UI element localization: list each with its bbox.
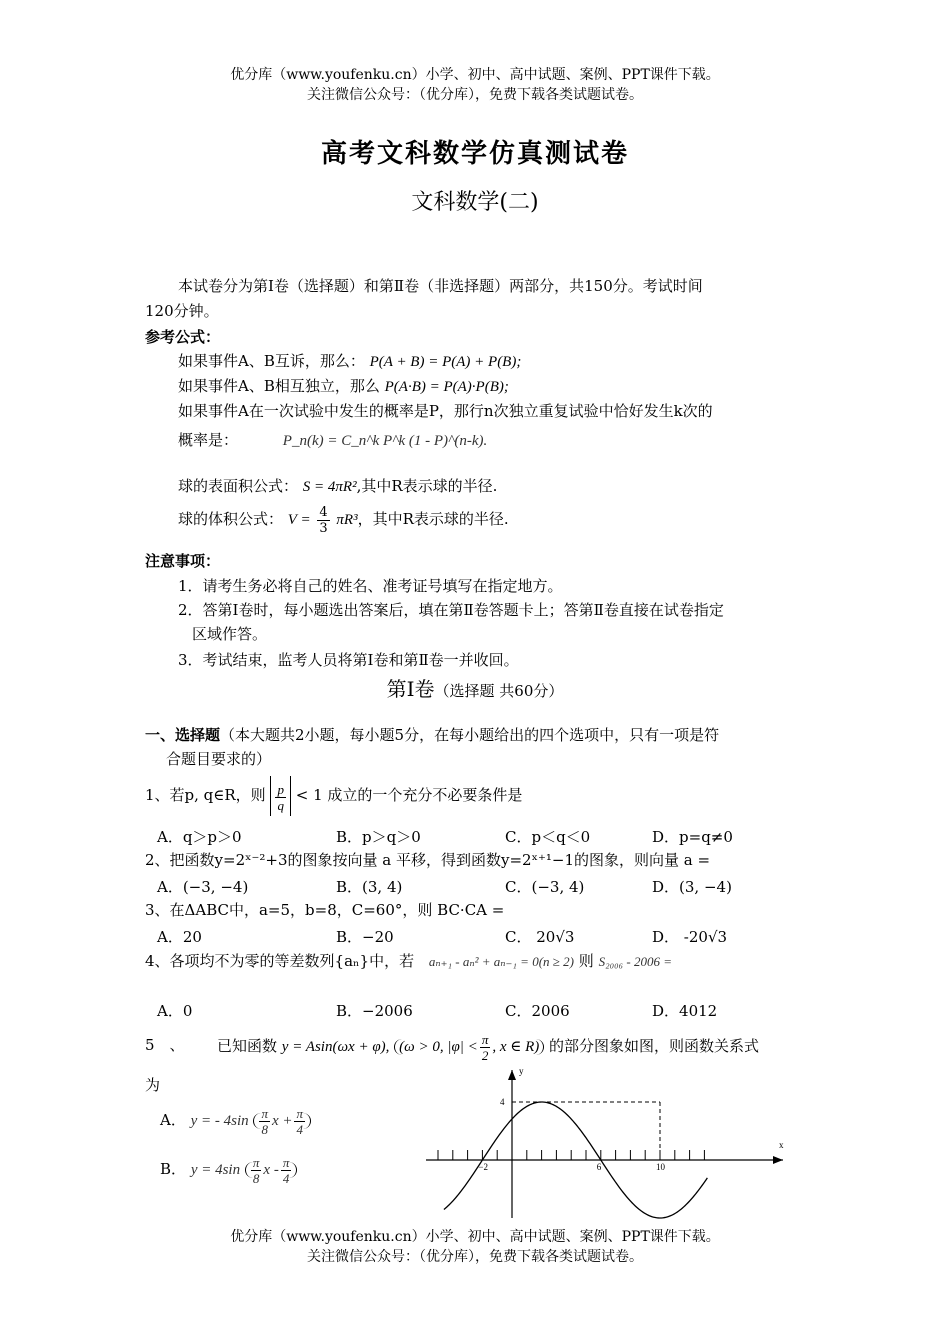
- q3-option-a: A．20: [157, 928, 202, 946]
- y-axis-arrow: [508, 1070, 516, 1080]
- q3-option-c: C． 20√3: [505, 928, 575, 946]
- q4-option-a: A．0: [157, 1002, 193, 1020]
- intro-line-2: 120分钟。: [145, 302, 219, 320]
- q3-option-b: B．−20: [336, 928, 394, 946]
- q5-condition-post: , x ∈ R): [492, 1039, 540, 1055]
- formula-5-denominator: 3: [319, 520, 328, 536]
- formula-4-math: S = 4πR²: [302, 479, 357, 495]
- q5-a-frac1-num: π: [261, 1106, 268, 1122]
- q1-prefix: 1、若p, q∈R，则: [145, 786, 266, 804]
- section-title-tail: （选择题 共60分）: [434, 682, 564, 700]
- q1-option-a: A．q＞p＞0: [157, 828, 242, 846]
- formula-4: [178, 476, 497, 497]
- part1-heading-rest: （本大题共2小题，每小题5分，在每小题给出的四个选项中，只有一项是符: [220, 726, 720, 744]
- q5-option-b-math: y = 4sin: [190, 1162, 241, 1178]
- q1-numerator: p: [277, 781, 284, 797]
- q5-a-frac2: [294, 1106, 305, 1137]
- x-tick-label: −2: [478, 1162, 488, 1172]
- formula-3-math: P_n(k) = C_n^k P^k (1 - P)^(n-k).: [282, 433, 488, 449]
- x-axis-arrow: [773, 1156, 783, 1164]
- part1-heading: [145, 725, 719, 745]
- formula-5: [178, 502, 509, 537]
- q4-option-c: C．2006: [505, 1002, 570, 1020]
- q5-condition: [394, 1032, 544, 1064]
- q4-prefix: 4、各项均不为零的等差数列{aₙ}中，若: [145, 952, 415, 970]
- q5-suffix: 的部分图象如图，则函数关系式: [549, 1037, 760, 1055]
- q5-a-frac1: [259, 1106, 270, 1137]
- page-subtitle: 文科数学(二): [411, 190, 539, 215]
- question-1: [145, 775, 522, 816]
- question-3: 3、在ΔABC中，a=5，b=8，C=60°，则 BC·CA =: [145, 901, 505, 919]
- q2-option-b: B．(3, 4): [336, 878, 403, 896]
- formula-4-text: 球的表面积公式：: [178, 477, 299, 495]
- q5-pi: π: [481, 1032, 489, 1048]
- header-line-2: 关注微信公众号：（优分库），免费下载各类试题试卷。: [307, 87, 643, 103]
- q1-denominator: q: [277, 797, 284, 813]
- part1-heading-line2: 合题目要求的）: [166, 750, 272, 768]
- q4-option-d: D．4012: [652, 1002, 718, 1020]
- formula-3: [178, 430, 487, 451]
- formula-3-text2: 概率是：: [178, 431, 239, 449]
- question-2: 2、把函数y=2ˣ⁻²+3的图象按向量 a 平移，得到函数y=2ˣ⁺¹−1的图象，则向量 a =: [145, 851, 711, 869]
- q5-option-a: [160, 1102, 311, 1139]
- q5-a-x-plus: x +: [271, 1113, 293, 1129]
- formula-5-math-pre: V =: [287, 512, 311, 528]
- footer-line-1: 优分库（www.youfenku.cn）小学、初中、高中试题、案例、PPT课件下载。: [230, 1229, 720, 1245]
- q5-b-frac2: [281, 1155, 292, 1186]
- sine-graph: [420, 1062, 795, 1222]
- q5-prefix: 已知函数: [217, 1037, 278, 1055]
- q5-option-b: [160, 1151, 297, 1188]
- x-axis-label: x: [779, 1140, 784, 1150]
- formula-5-math-post: πR³: [336, 512, 358, 528]
- formula-5-fraction: [317, 505, 329, 536]
- note-3: 3．考试结束，监考人员将第Ⅰ卷和第Ⅱ卷一并收回。: [178, 651, 519, 669]
- page-title: 高考文科数学仿真测试卷: [320, 139, 629, 169]
- q2-option-c: C．(−3, 4): [505, 878, 585, 896]
- q5-b-frac1-num: π: [252, 1155, 260, 1171]
- intro-line-1: 本试卷分为第Ⅰ卷（选择题）和第Ⅱ卷（非选择题）两部分，共150分。考试时间: [178, 277, 703, 295]
- header-line-1: 优分库（www.youfenku.cn）小学、初中、高中试题、案例、PPT课件下载。: [230, 67, 720, 83]
- section-title-main: 第Ⅰ卷: [386, 677, 435, 701]
- q5-option-b-arg: [245, 1155, 297, 1187]
- q5-option-a-math: y = - 4sin: [190, 1113, 249, 1129]
- formula-5-numerator: 4: [319, 504, 328, 520]
- formula-5-tail: ，其中R表示球的半径.: [357, 510, 509, 528]
- question-5: [217, 1028, 759, 1065]
- formula-5-text: 球的体积公式：: [178, 510, 284, 528]
- q4-then: 则: [578, 952, 594, 970]
- q4-sum-math: S₂₀₀₆ - 2006 =: [598, 954, 673, 969]
- notes-heading: 注意事项：: [145, 552, 221, 570]
- formula-4-tail: ,其中R表示球的半径.: [356, 477, 498, 495]
- q1-option-d: D．p=q≠0: [652, 828, 733, 846]
- formula-2-text: 如果事件A、B相互独立，那么: [178, 377, 380, 395]
- q5-b-frac1-den: 8: [252, 1171, 260, 1187]
- q5-condition-pre: (ω > 0, |φ| <: [399, 1039, 478, 1055]
- q1-abs-bars: [270, 776, 291, 816]
- q5-number: 5 、: [145, 1036, 185, 1054]
- q1-option-b: B．p＞q＞0: [336, 828, 421, 846]
- section-title: [0, 673, 950, 702]
- note-1: 1．请考生务必将自己的姓名、准考证号填写在指定地方。: [178, 577, 563, 595]
- q1-option-c: C．p＜q＜0: [505, 828, 591, 846]
- q5-option-a-arg: [253, 1106, 311, 1138]
- y-tick-label: 4: [500, 1097, 505, 1107]
- formulas-heading: 参考公式：: [145, 328, 221, 346]
- formula-2: [178, 376, 509, 397]
- q5-option-a-label: A．: [160, 1111, 186, 1129]
- q5-b-frac1: [251, 1155, 262, 1186]
- part1-heading-bold: 一、选择题: [145, 726, 221, 744]
- q3-option-d: D． -20√3: [652, 928, 728, 946]
- question-4: [145, 951, 672, 972]
- formula-1: [178, 351, 521, 372]
- footer-line-2: 关注微信公众号：（优分库），免费下载各类试题试卷。: [307, 1249, 643, 1265]
- q5-a-frac1-den: 8: [261, 1122, 268, 1138]
- q5-pi-over-2: [480, 1032, 491, 1063]
- q5-two: 2: [481, 1048, 489, 1064]
- q2-option-a: A．(−3, −4): [157, 878, 249, 896]
- note-2b: 区域作答。: [192, 625, 268, 643]
- q5-line2: 为: [145, 1076, 161, 1094]
- x-tick-label: 6: [596, 1162, 602, 1172]
- q4-option-b: B．−2006: [336, 1002, 413, 1020]
- y-axis-label: y: [519, 1066, 524, 1076]
- formula-1-text: 如果事件A、B互诉，那么：: [178, 352, 365, 370]
- note-2a: 2．答第Ⅰ卷时，每小题选出答案后，填在第Ⅱ卷答题卡上；答第Ⅱ卷直接在试卷指定: [178, 601, 724, 619]
- formula-2-math: P(A·B) = P(A)·P(B);: [384, 379, 509, 395]
- x-tick-label: 10: [656, 1162, 665, 1172]
- q5-b-x-minus: x -: [263, 1162, 279, 1178]
- q1-fraction: [275, 782, 286, 813]
- q2-option-d: D．(3, −4): [652, 878, 732, 896]
- q5-b-frac2-num: π: [282, 1155, 290, 1171]
- formula-1-math: P(A + B) = P(A) + P(B);: [369, 354, 522, 370]
- q5-option-b-label: B．: [160, 1160, 187, 1178]
- q1-suffix: < 1 成立的一个充分不必要条件是: [295, 786, 523, 804]
- formula-3-text: 如果事件A在一次试验中发生的概率是P，那行n次独立重复试验中恰好发生k次的: [178, 402, 713, 420]
- q5-a-frac2-den: 4: [296, 1122, 303, 1138]
- q5-b-frac2-den: 4: [282, 1171, 290, 1187]
- q5-function-math: y = Asin(ωx + φ),: [281, 1039, 390, 1055]
- q4-condition-math: aₙ₊₁ - aₙ² + aₙ₋₁ = 0(n ≥ 2): [428, 954, 574, 969]
- q5-a-frac2-num: π: [296, 1106, 303, 1122]
